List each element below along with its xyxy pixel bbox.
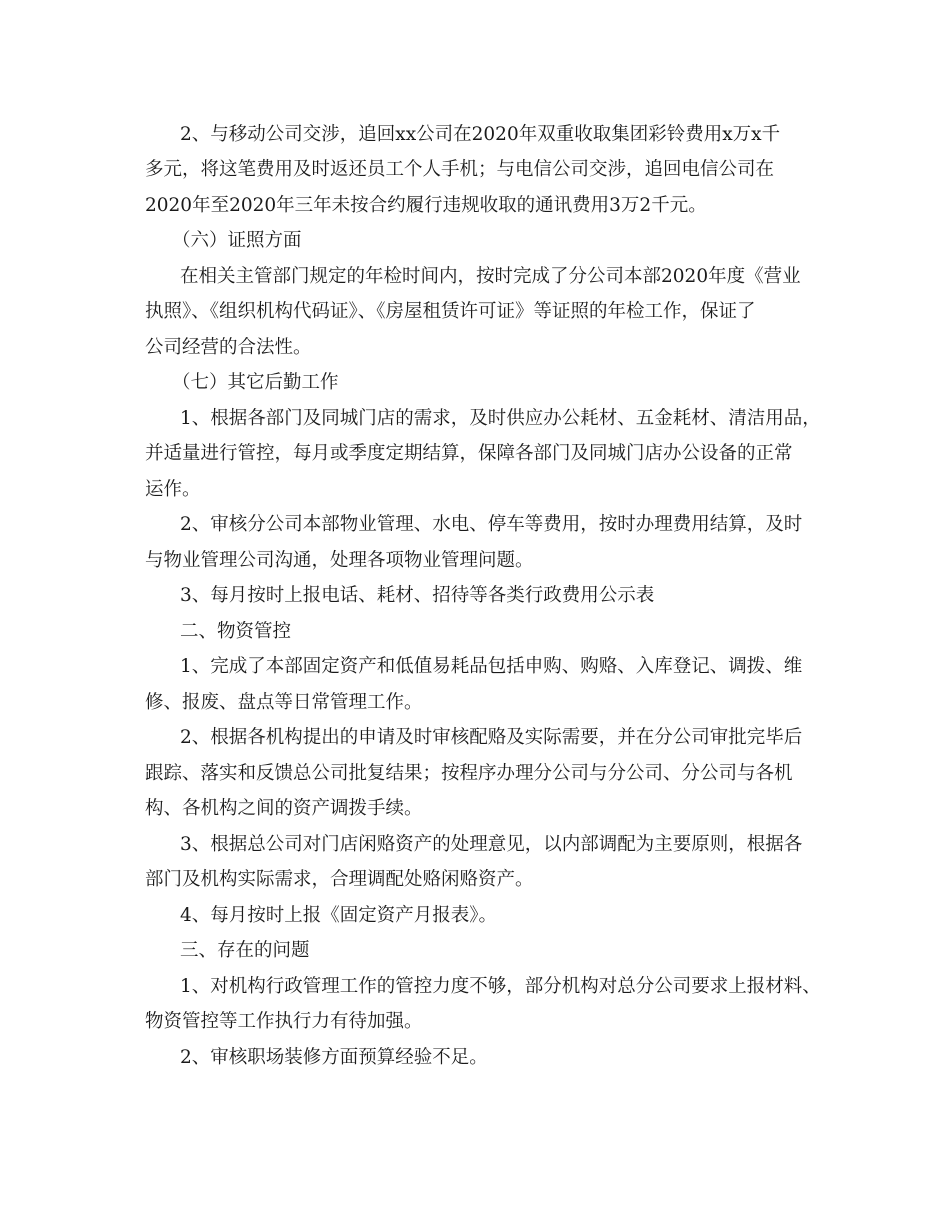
- text-line-26: 物资管控等工作执行力有待加强。: [145, 1011, 423, 1032]
- text-line-17: 修、报废、盘点等日常管理工作。: [145, 692, 423, 713]
- text-line-19: 跟踪、落实和反馈总公司批复结果；按程序办理分公司与分公司、分公司与各机: [145, 763, 793, 784]
- section-heading-zhengzhao: （六）证照方面: [172, 230, 302, 251]
- text-line-11: 运作。: [145, 479, 201, 500]
- text-line-14: 3、每月按时上报电话、耗材、招待等各类行政费用公示表: [180, 585, 655, 606]
- text-line-22: 部门及机构实际需求，合理调配处赂闲赂资产。: [145, 869, 534, 890]
- text-line-9: 1、根据各部门及同城门店的需求，及时供应办公耗材、五金耗材、清洁用品，: [180, 408, 821, 429]
- text-line-18: 2、根据各机构提出的申请及时审核配赂及实际需要，并在分公司审批完毕后: [180, 727, 803, 748]
- text-line-1: 2、与移动公司交涉，追回xx公司在2020年双重收取集团彩铃费用x万x千: [180, 124, 781, 145]
- text-line-10: 并适量进行管控，每月或季度定期结算，保障各部门及同城门店办公设备的正常: [145, 443, 793, 464]
- text-line-2: 多元，将这笔费用及时返还员工个人手机；与电信公司交涉，追回电信公司在: [145, 159, 775, 180]
- text-line-25: 1、对机构行政管理工作的管控力度不够，部分机构对总分公司要求上报材料、: [180, 976, 821, 997]
- section-heading-houqin: （七）其它后勤工作: [172, 372, 339, 393]
- section-heading-wuzi: 二、物资管控: [180, 621, 292, 642]
- section-heading-wenti: 三、存在的问题: [180, 940, 310, 961]
- text-line-6: 执照》、《组织机构代码证》、《房屋租赁许可证》等证照的年检工作，保证了: [145, 301, 756, 322]
- text-line-21: 3、根据总公司对门店闲赂资产的处理意见，以内部调配为主要原则，根据各: [180, 834, 803, 855]
- text-line-5: 在相关主管部门规定的年检时间内，按时完成了分公司本部2020年度《营业: [180, 266, 801, 287]
- text-line-13: 与物业管理公司沟通，处理各项物业管理问题。: [145, 550, 534, 571]
- text-line-23: 4、每月按时上报《固定资产月报表》。: [180, 905, 498, 926]
- text-line-20: 构、各机构之间的资产调拨手续。: [145, 798, 423, 819]
- text-line-7: 公司经营的合法性。: [145, 337, 312, 358]
- text-line-16: 1、完成了本部固定资产和低值易耗品包括申购、购赂、入库登记、调拨、维: [180, 656, 803, 677]
- text-line-3: 2020年至2020年三年未按合约履行违规收取的通讯费用3万2千元。: [145, 195, 707, 216]
- text-line-27: 2、审核职场装修方面预算经验不足。: [180, 1047, 488, 1068]
- text-line-12: 2、审核分公司本部物业管理、水电、停车等费用，按时办理费用结算，及时: [180, 514, 803, 535]
